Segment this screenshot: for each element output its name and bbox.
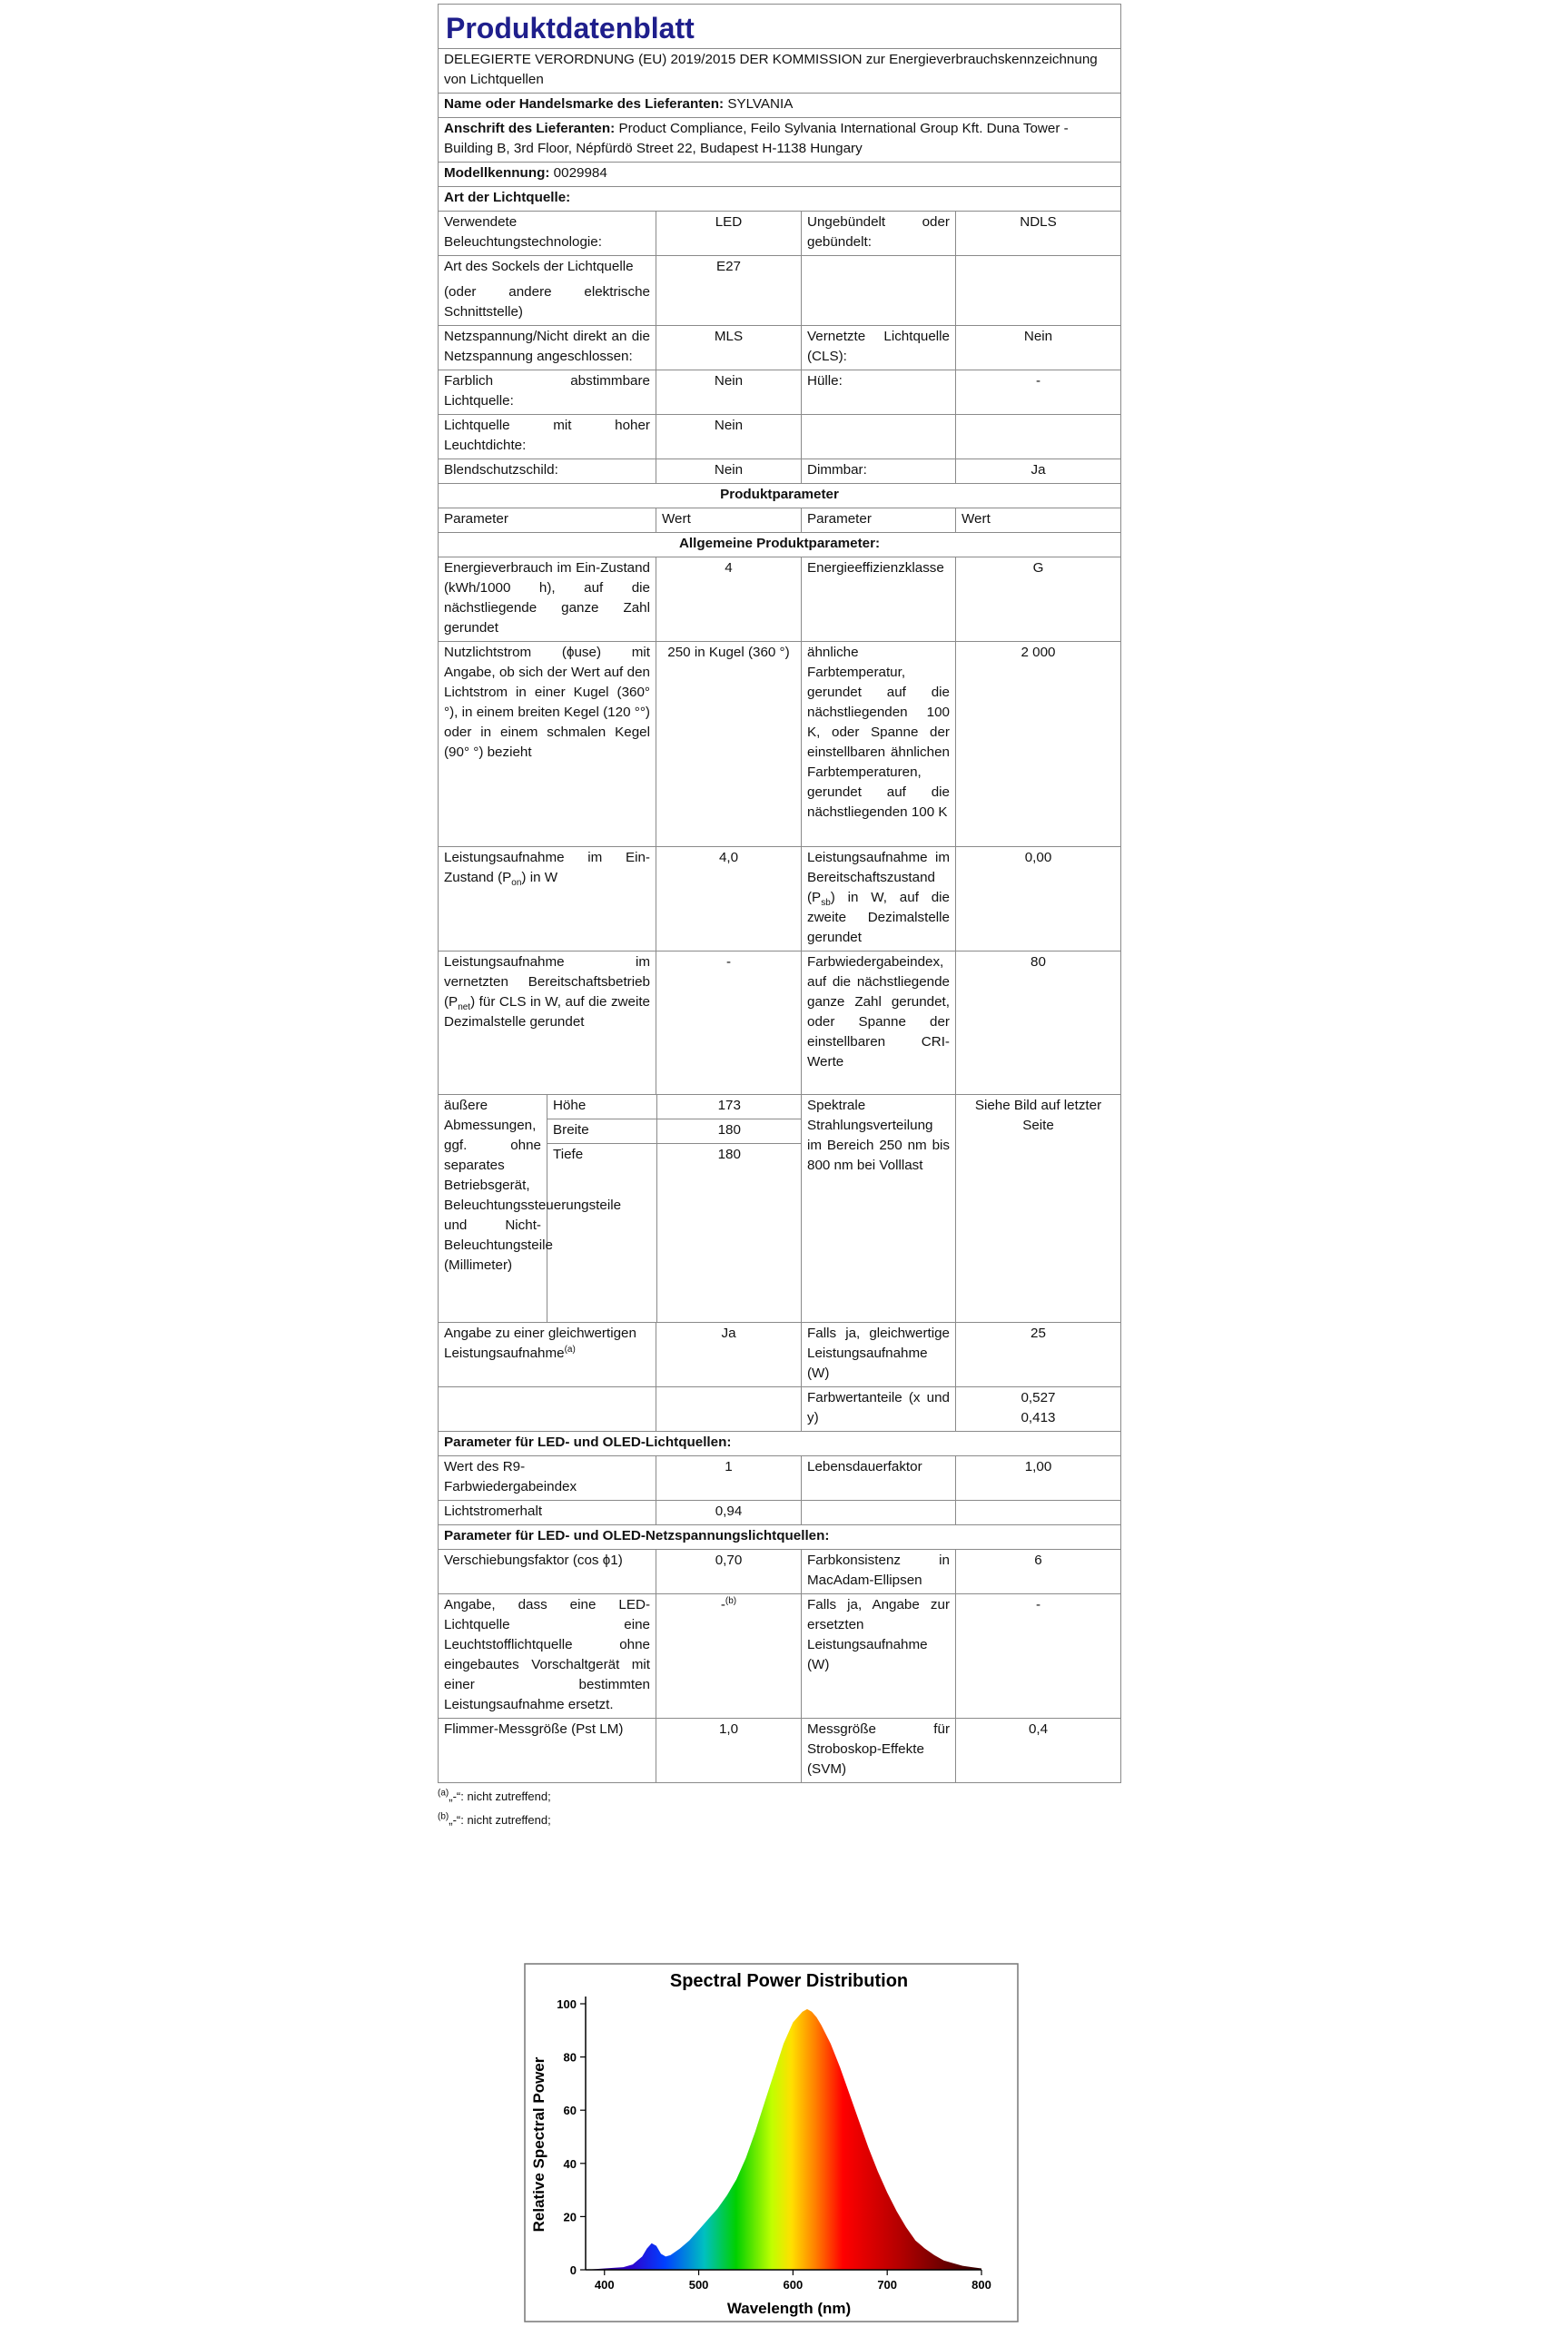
tech-label: Verwendete Beleuchtungstechnologie: bbox=[439, 212, 656, 256]
spectral-distribution-value: Siehe Bild auf letzter Seite bbox=[956, 1095, 1121, 1323]
footnote-a-marker: (a) bbox=[438, 1788, 449, 1799]
cct-label: ähnliche Farbtemperatur, gerundet auf die nächstliegenden 100 K, oder Spanne der einstellbaren ähnlichen Farbtemperaturen, gerundet auf die nächstliegenden 100 K bbox=[802, 642, 956, 847]
on-mode-power-label bbox=[439, 847, 656, 952]
macadam-value: 6 bbox=[956, 1550, 1121, 1594]
equivalent-power-label bbox=[439, 1323, 656, 1387]
envelope-value: - bbox=[956, 370, 1121, 415]
flicker-value: 1,0 bbox=[656, 1719, 802, 1783]
y-tick-label-0: 0 bbox=[569, 2263, 577, 2277]
survival-factor-label: Lebensdauerfaktor bbox=[802, 1456, 956, 1501]
networked-standby-label-text: Leistungsaufnahme im vernetzten Bereitschaftsbetrieb (P bbox=[444, 954, 650, 1010]
lumen-maintenance-value: 0,94 bbox=[656, 1501, 802, 1525]
mains-label: Netzspannung/Nicht direkt an die Netzspannung angeschlossen: bbox=[439, 326, 656, 370]
empty-cell bbox=[956, 1501, 1121, 1525]
tunable-label: Farblich abstimmbare Lichtquelle: bbox=[439, 370, 656, 415]
supplier-label: Name oder Handelsmarke des Lieferanten: bbox=[444, 96, 725, 112]
socket-label-line1: Art des Sockels der Lichtquelle bbox=[444, 259, 634, 274]
x-tick-label-400: 400 bbox=[594, 2278, 615, 2292]
socket-value: E27 bbox=[656, 256, 802, 326]
chromaticity-x: 0,527 bbox=[1021, 1390, 1056, 1405]
model-value: 0029984 bbox=[553, 165, 607, 181]
svm-label: Messgröße für Stroboskop-Effekte (SVM) bbox=[802, 1719, 956, 1783]
spectral-distribution-label: Spektrale Strahlungsverteilung im Bereich 250 nm bis 800 nm bei Volllast bbox=[802, 1095, 956, 1323]
equivalent-power-value: Ja bbox=[656, 1323, 802, 1387]
luminous-flux-value: 250 in Kugel (360 °) bbox=[656, 642, 802, 847]
cri-label: Farbwiedergabeindex, auf die nächstliegende ganze Zahl gerundet, oder Spanne der einstellbaren CRI-Werte bbox=[802, 952, 956, 1095]
replacement-value-text: - bbox=[720, 1597, 725, 1612]
energy-consumption-label: Energieverbrauch im Ein-Zustand (kWh/1000 h), auf die nächstliegende ganze Zahl gerundet bbox=[439, 557, 656, 642]
led-parameters-heading: Parameter für LED- und OLED-Lichtquellen: bbox=[439, 1432, 1121, 1456]
mains-value: MLS bbox=[656, 326, 802, 370]
footnote-b-text: „-“: nicht zutreffend; bbox=[449, 1813, 551, 1827]
footnote-marker-a: (a) bbox=[564, 1344, 576, 1355]
empty-cell bbox=[956, 256, 1121, 326]
address-value: Product Compliance, Feilo Sylvania International Group Kft. Duna Tower - Building B, 3rd Floor, Népfürdö Street 22, Budapest H-1138 Hungary bbox=[444, 121, 1069, 156]
standby-power-label-text: Leistungsaufnahme im Bereitschaftszustand (P bbox=[807, 850, 950, 905]
model-label: Modellkennung: bbox=[444, 165, 550, 181]
empty-cell bbox=[547, 1168, 656, 1322]
y-axis-label: Relative Spectral Power bbox=[530, 2056, 547, 2233]
footnote-marker-b: (b) bbox=[725, 1595, 737, 1606]
y-tick-label-20: 20 bbox=[563, 2210, 577, 2224]
empty-cell bbox=[956, 415, 1121, 459]
x-tick-label-600: 600 bbox=[783, 2278, 804, 2292]
depth-label: Tiefe bbox=[547, 1144, 656, 1168]
address-label: Anschrift des Lieferanten: bbox=[444, 121, 616, 136]
height-label: Höhe bbox=[547, 1095, 656, 1119]
footnote-a bbox=[438, 1785, 1120, 1809]
tech-value: LED bbox=[656, 212, 802, 256]
networked-standby-subscript: net bbox=[458, 1002, 471, 1013]
footnote-a-text: „-“: nicht zutreffend; bbox=[449, 1790, 551, 1803]
standby-power-label-unit: ) in W, auf die zweite Dezimalstelle gerundet bbox=[807, 890, 950, 945]
replaced-power-value: - bbox=[956, 1594, 1121, 1719]
energy-class-label: Energieeffizienzklasse bbox=[802, 557, 956, 642]
socket-label bbox=[439, 256, 656, 326]
footnotes bbox=[438, 1785, 1120, 1832]
y-tick-label-40: 40 bbox=[563, 2156, 577, 2171]
empty-cell bbox=[802, 256, 956, 326]
address-row bbox=[439, 118, 1121, 163]
networked-standby-value: - bbox=[656, 952, 802, 1095]
empty-cell bbox=[439, 1387, 656, 1432]
equivalent-power-watts-value: 25 bbox=[956, 1323, 1121, 1387]
standby-power-label bbox=[802, 847, 956, 952]
spectral-power-chart bbox=[524, 1963, 1019, 2324]
equivalent-power-label-text: Angabe zu einer gleichwertigen Leistungsaufnahme bbox=[444, 1326, 636, 1361]
dimensions-label: äußere Abmessungen, ggf. ohne separates Betriebsgerät, Beleuchtungssteuerungsteile und Nicht-Beleuchtungsteile (Millimeter) bbox=[439, 1095, 547, 1323]
footnote-b-marker: (b) bbox=[438, 1811, 449, 1822]
glare-label: Blendschutzschild: bbox=[439, 459, 656, 484]
glare-value: Nein bbox=[656, 459, 802, 484]
header-value: Wert bbox=[956, 508, 1121, 533]
networked-standby-label-unit: ) für CLS in W, auf die zweite Dezimalstelle gerundet bbox=[444, 994, 650, 1030]
cls-value: Nein bbox=[956, 326, 1121, 370]
bundled-value: NDLS bbox=[956, 212, 1121, 256]
networked-standby-label bbox=[439, 952, 656, 1095]
dimmable-value: Ja bbox=[956, 459, 1121, 484]
standby-power-value: 0,00 bbox=[956, 847, 1121, 952]
y-tick-label-100: 100 bbox=[557, 1997, 577, 2011]
power-factor-label: Verschiebungsfaktor (cos ϕ1) bbox=[439, 1550, 656, 1594]
depth-value: 180 bbox=[656, 1144, 802, 1168]
model-row bbox=[439, 163, 1121, 187]
high-luminance-value: Nein bbox=[656, 415, 802, 459]
mains-parameters-heading: Parameter für LED- und OLED-Netzspannungslichtquellen: bbox=[439, 1525, 1121, 1550]
survival-factor-value: 1,00 bbox=[956, 1456, 1121, 1501]
replacement-value bbox=[656, 1594, 802, 1719]
power-factor-value: 0,70 bbox=[656, 1550, 802, 1594]
regulation-text: DELEGIERTE VERORDNUNG (EU) 2019/2015 DER KOMMISSION zur Energieverbrauchskennzeichnung von Lichtquellen bbox=[439, 49, 1121, 94]
equivalent-power-watts-label: Falls ja, gleichwertige Leistungsaufnahme (W) bbox=[802, 1323, 956, 1387]
product-datasheet bbox=[438, 4, 1120, 1832]
standby-power-subscript: sb bbox=[821, 898, 831, 909]
y-tick-label-60: 60 bbox=[563, 2104, 577, 2118]
chromaticity-label: Farbwertanteile (x und y) bbox=[802, 1387, 956, 1432]
luminous-flux-label: Nutzlichtstrom (ϕuse) mit Angabe, ob sich der Wert auf den Lichtstrom in einer Kugel (360° °), in einem breiten Kegel (120 °°) oder in einem schmalen Kegel (90° °) bezieht bbox=[439, 642, 656, 847]
x-axis-label: Wavelength (nm) bbox=[726, 2300, 852, 2317]
empty-cell bbox=[802, 1501, 956, 1525]
spectral-power-chart-svg bbox=[524, 1963, 1019, 2322]
on-mode-power-value: 4,0 bbox=[656, 847, 802, 952]
empty-cell bbox=[802, 415, 956, 459]
header-parameter: Parameter bbox=[802, 508, 956, 533]
footnote-b bbox=[438, 1809, 1120, 1832]
bundled-label: Ungebündelt oder gebündelt: bbox=[802, 212, 956, 256]
cct-value: 2 000 bbox=[956, 642, 1121, 847]
high-luminance-label: Lichtquelle mit hoher Leuchtdichte: bbox=[439, 415, 656, 459]
x-tick-label-500: 500 bbox=[688, 2278, 709, 2292]
chart-title: Spectral Power Distribution bbox=[669, 1971, 909, 1991]
general-parameters-heading: Allgemeine Produktparameter: bbox=[439, 533, 1121, 557]
replacement-label: Angabe, dass eine LED-Lichtquelle eine Leuchtstofflichtquelle ohne eingebautes Vorschaltgerät mit einer bestimmten Leistungsaufnahme ersetzt. bbox=[439, 1594, 656, 1719]
cri-value: 80 bbox=[956, 952, 1121, 1095]
svm-value: 0,4 bbox=[956, 1719, 1121, 1783]
empty-cell bbox=[656, 1168, 802, 1322]
macadam-label: Farbkonsistenz in MacAdam-Ellipsen bbox=[802, 1550, 956, 1594]
page-title: Produktdatenblatt bbox=[439, 5, 1121, 49]
supplier-value: SYLVANIA bbox=[727, 96, 794, 112]
chromaticity-values bbox=[956, 1387, 1121, 1432]
r9-label: Wert des R9-Farbwiedergabeindex bbox=[439, 1456, 656, 1501]
envelope-label: Hülle: bbox=[802, 370, 956, 415]
on-mode-power-label-text: Leistungsaufnahme im Ein-Zustand (P bbox=[444, 850, 650, 885]
energy-consumption-value: 4 bbox=[656, 557, 802, 642]
chromaticity-y: 0,413 bbox=[1021, 1410, 1056, 1425]
light-source-type-heading: Art der Lichtquelle: bbox=[439, 187, 1121, 212]
lumen-maintenance-label: Lichtstromerhalt bbox=[439, 1501, 656, 1525]
width-label: Breite bbox=[547, 1119, 656, 1144]
width-value: 180 bbox=[656, 1119, 802, 1144]
product-parameters-heading: Produktparameter bbox=[439, 484, 1121, 508]
socket-label-line2: (oder andere elektrische Schnittstelle) bbox=[444, 284, 650, 320]
tunable-value: Nein bbox=[656, 370, 802, 415]
cls-label: Vernetzte Lichtquelle (CLS): bbox=[802, 326, 956, 370]
energy-class-value: G bbox=[956, 557, 1121, 642]
x-tick-label-800: 800 bbox=[971, 2278, 991, 2292]
header-value: Wert bbox=[656, 508, 802, 533]
height-value: 173 bbox=[656, 1095, 802, 1119]
dimmable-label: Dimmbar: bbox=[802, 459, 956, 484]
r9-value: 1 bbox=[656, 1456, 802, 1501]
empty-cell bbox=[656, 1387, 802, 1432]
x-tick-label-700: 700 bbox=[877, 2278, 898, 2292]
supplier-row bbox=[439, 94, 1121, 118]
on-mode-power-subscript: on bbox=[511, 878, 522, 889]
y-tick-label-80: 80 bbox=[563, 2050, 577, 2065]
flicker-label: Flimmer-Messgröße (Pst LM) bbox=[439, 1719, 656, 1783]
header-parameter: Parameter bbox=[439, 508, 656, 533]
on-mode-power-label-unit: ) in W bbox=[521, 870, 558, 885]
datasheet-table bbox=[438, 4, 1121, 1783]
replaced-power-label: Falls ja, Angabe zur ersetzten Leistungsaufnahme (W) bbox=[802, 1594, 956, 1719]
